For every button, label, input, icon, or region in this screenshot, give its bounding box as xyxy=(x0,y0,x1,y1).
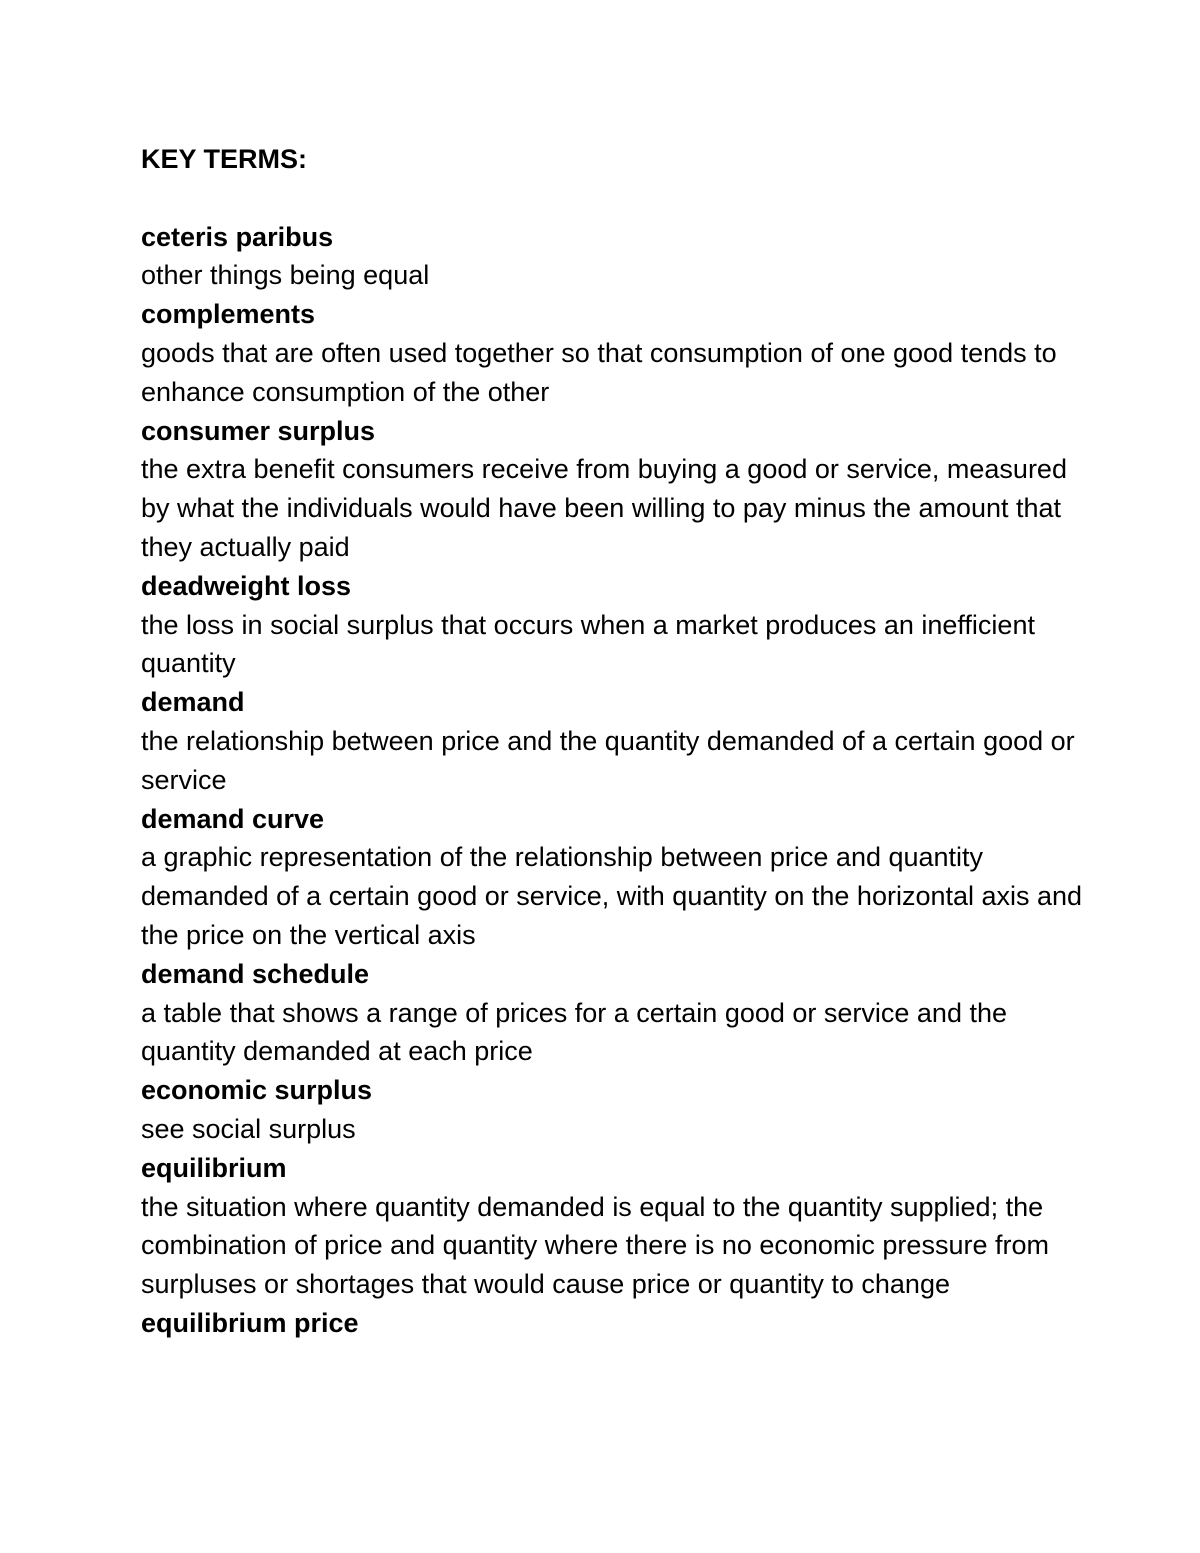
definition-consumer-surplus: the extra benefit consumers receive from buying a good or service, measured by what the individuals would have been willing to pay minus the amount that they actually paid xyxy=(141,454,1067,562)
term-equilibrium: equilibrium xyxy=(141,1152,287,1183)
term-demand-curve: demand curve xyxy=(141,803,325,834)
definition-complements: goods that are often used together so that consumption of one good tends to enhance consumption of the other xyxy=(141,337,1057,407)
definition-equilibrium: the situation where quantity demanded is equal to the quantity supplied; the combination of price and quantity where there is no economic pressure from surpluses or shortages that would cause price or quantity to change xyxy=(141,1191,1049,1300)
definition-deadweight-loss: the loss in social surplus that occurs when a market produces an inefficient quantity xyxy=(141,609,1035,679)
definition-demand: the relationship between price and the quantity demanded of a certain good or service xyxy=(141,725,1075,795)
term-economic-surplus: economic surplus xyxy=(141,1075,373,1106)
term-ceteris-paribus: ceteris paribus xyxy=(141,221,334,252)
definition-economic-surplus: see social surplus xyxy=(141,1113,356,1144)
definition-demand-curve: a graphic representation of the relationship between price and quantity demanded of a certain good or service, with quantity on the horizontal axis and the price on the vertical axis xyxy=(141,842,1083,950)
term-equilibrium-price: equilibrium price xyxy=(141,1307,359,1338)
definition-demand-schedule: a table that shows a range of prices for a certain good or service and the quantity demanded at each price xyxy=(141,997,1008,1067)
term-complements: complements xyxy=(141,299,316,330)
term-demand-schedule: demand schedule xyxy=(141,958,370,989)
term-demand: demand xyxy=(141,687,245,718)
definition-ceteris-paribus: other things being equal xyxy=(141,260,430,291)
page-heading: KEY TERMS: xyxy=(141,144,308,174)
term-consumer-surplus: consumer surplus xyxy=(141,415,376,446)
document-content xyxy=(141,140,1101,1343)
term-deadweight-loss: deadweight loss xyxy=(141,570,352,601)
